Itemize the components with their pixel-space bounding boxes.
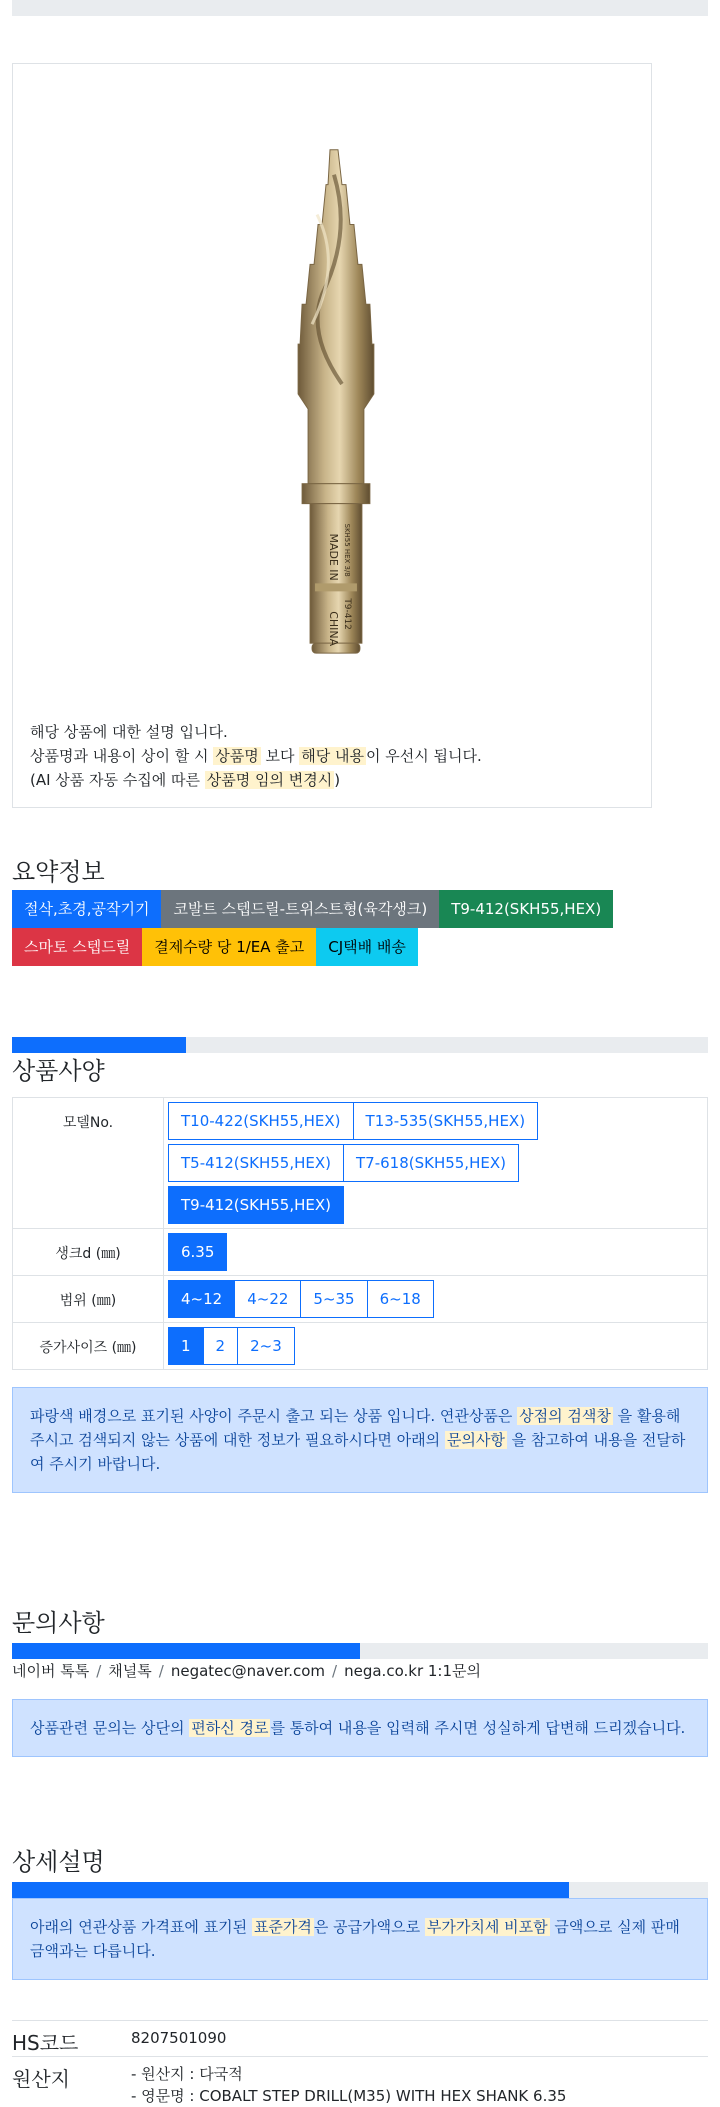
step-drill-image [13,64,651,704]
image-text-spec: SKH55 HEX 3/8 [343,524,351,577]
alert-text: 을 활용해 주시고 검색되지 않는 상품에 대한 정보가 필요하시다면 아래의 [30,1407,680,1449]
contact-naver-talk[interactable]: 네이버 톡톡 [12,1662,89,1680]
option-button[interactable]: T9-412(SKH55,HEX) [168,1186,344,1224]
contact-email[interactable]: negatec@naver.com [171,1662,325,1680]
highlight-vat: 부가가치세 비포함 [425,1918,550,1936]
summary-badges-row-1 [12,890,613,928]
note-text: ) [334,771,340,789]
inquiry-title: 문의사항 [12,1603,105,1638]
note-line-3 [30,768,482,792]
spec-row-increment [13,1323,708,1370]
option-button[interactable]: T13-535(SKH55,HEX) [353,1102,539,1140]
highlight-standard-price: 표준가격 [252,1918,314,1936]
inquiry-alert [12,1699,708,1757]
summary-title: 요약정보 [12,852,105,887]
detail-title: 상세설명 [12,1842,105,1877]
badge-model: T9-412(SKH55,HEX) [439,890,613,928]
spec-label: 모델No. [13,1098,164,1229]
hs-code-label: HS코드 [12,2021,131,2057]
badge-brand: 스마토 스텝드릴 [12,928,142,966]
specs-progress-bar [12,1037,708,1053]
option-button[interactable]: T7-618(SKH55,HEX) [343,1144,519,1182]
summary-badges-row-2 [12,928,418,966]
alert-text: 은 공급가액으로 [314,1918,425,1936]
spec-table [12,1097,708,1370]
option-button[interactable]: 2~3 [237,1327,295,1365]
image-text-china: CHINA [327,611,340,646]
specs-title: 상품사양 [12,1051,105,1086]
note-text: 이 우선시 됩니다. [366,747,482,765]
spec-options [164,1098,708,1229]
badge-quantity: 결제수량 당 1/EA 출고 [142,928,316,966]
alert-text: 상품관련 문의는 상단의 [30,1719,189,1737]
badge-product-type: 코발트 스텝드릴-트위스트형(육각생크) [161,890,439,928]
info-row-hs [12,2021,708,2057]
spec-row-model [13,1098,708,1229]
option-button[interactable]: T10-422(SKH55,HEX) [168,1102,354,1140]
english-name-line: - 영문명 : COBALT STEP DRILL(M35) WITH HEX SHANK 6.35 [131,2085,708,2107]
spec-label: 생크d (㎜) [13,1229,164,1276]
spec-options [164,1323,708,1370]
spec-options [164,1229,708,1276]
spec-options [164,1276,708,1323]
inquiry-progress-bar [12,1643,708,1659]
option-button[interactable]: 1 [168,1327,204,1365]
inquiry-progress-fill [12,1643,360,1659]
option-button[interactable]: 6~18 [367,1280,434,1318]
contact-site-inquiry[interactable]: nega.co.kr 1:1문의 [344,1662,481,1680]
highlight-product-name: 상품명 [213,747,260,765]
alert-text: 을 참고하여 내용을 전달하여 주시기 바랍니다. [30,1431,685,1473]
product-image [13,64,651,704]
product-note [30,720,482,792]
origin-value [131,2057,708,2107]
origin-line: - 원산지 : 다국적 [131,2063,708,2085]
option-button[interactable]: 5~35 [300,1280,367,1318]
alert-text: 를 통하여 내용을 입력해 주시면 성실하게 답변해 드리겠습니다. [270,1719,685,1737]
note-line-1: 해당 상품에 대한 설명 입니다. [30,720,482,744]
product-card [12,63,652,808]
alert-text: 파랑색 배경으로 표기된 사양이 주문시 출고 되는 상품 입니다. 연관상품은 [30,1407,517,1425]
highlight-search: 상점의 검색창 [517,1407,613,1425]
specs-alert [12,1387,708,1493]
note-text: 보다 [261,747,300,765]
spec-row-shank [13,1229,708,1276]
option-button[interactable]: T5-412(SKH55,HEX) [168,1144,344,1182]
origin-label: 원산지 [12,2057,131,2107]
badge-shipping: CJ택배 배송 [316,928,418,966]
image-text-model: T9-412 [342,597,352,630]
highlight-route: 편하신 경로 [189,1719,270,1737]
contact-links: 네이버 톡톡 / 채널톡 / negatec@naver.com / nega.co.kr 1:1문의 [12,1660,481,1681]
option-button[interactable]: 4~22 [234,1280,301,1318]
option-button[interactable]: 2 [203,1327,239,1365]
badge-category: 절삭,초경,공작기기 [12,890,161,928]
detail-progress-fill [12,1882,569,1898]
alert-text: 금액으로 실제 판매금액과는 다릅니다. [30,1918,680,1960]
highlight-name-change: 상품명 임의 변경시 [205,771,334,789]
image-text-made-in: MADE IN [327,534,340,581]
spec-label: 범위 (㎜) [13,1276,164,1323]
note-line-2 [30,744,482,768]
top-divider-bar [12,0,708,16]
note-text: 상품명과 내용이 상이 할 시 [30,747,213,765]
highlight-inquiry: 문의사항 [445,1431,507,1449]
option-button[interactable]: 4~12 [168,1280,235,1318]
contact-channel-talk[interactable]: 채널톡 [108,1662,151,1680]
alert-text: 아래의 연관상품 가격표에 표기된 [30,1918,252,1936]
note-text: (AI 상품 자동 수집에 따른 [30,771,205,789]
info-row-origin [12,2057,708,2107]
product-info-table [12,2020,708,2107]
detail-progress-bar [12,1882,708,1898]
detail-alert [12,1898,708,1980]
spec-row-range [13,1276,708,1323]
option-button[interactable]: 6.35 [168,1233,227,1271]
spec-label: 증가사이즈 (㎜) [13,1323,164,1370]
hs-code-value: 8207501090 [131,2021,708,2057]
highlight-content: 해당 내용 [299,747,366,765]
